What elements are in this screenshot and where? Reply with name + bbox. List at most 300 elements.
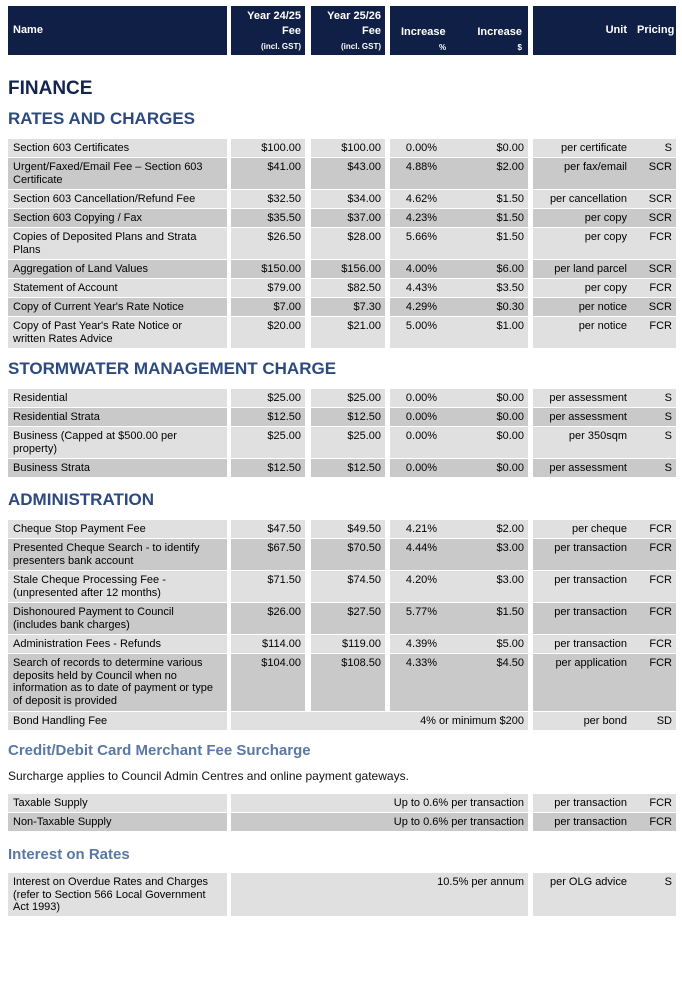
fee-2526: $70.50 — [347, 542, 381, 554]
unit: per land parcel — [554, 263, 627, 275]
fee-2526: $28.00 — [347, 231, 381, 243]
fee-name — [13, 193, 223, 206]
fee-2526-cell — [311, 459, 385, 477]
finance-title: FINANCE — [8, 78, 93, 99]
increase-percent-cell — [390, 190, 453, 208]
table-row — [0, 260, 682, 278]
pricing-code-cell — [631, 298, 676, 316]
increase-dollar-cell — [453, 459, 528, 477]
pricing-code: FCR — [649, 231, 672, 243]
increase-percent: 0.00% — [405, 462, 438, 474]
pricing-code-cell — [631, 603, 676, 634]
fee-2425-cell — [231, 427, 305, 458]
increase-percent-cell — [390, 260, 453, 278]
unit-cell — [533, 298, 631, 316]
unit-cell — [533, 209, 631, 227]
pricing-code: SCR — [648, 301, 672, 313]
increase-dollar-cell — [453, 571, 528, 602]
section-title-interest: Interest on Rates — [8, 846, 130, 863]
increase-percent-cell — [390, 408, 453, 426]
unit-cell — [533, 279, 631, 297]
increase-percent: 5.00% — [405, 320, 438, 332]
increase-percent: 4.20% — [405, 574, 438, 586]
header-fee2526-cell — [311, 6, 385, 55]
header-name: Name — [13, 24, 43, 36]
table-row — [0, 712, 682, 730]
fee-name-line: (includes bank charges) — [13, 618, 130, 631]
fee-name-line: Urgent/Faxed/Email Fee – Section 603 — [13, 161, 203, 173]
fee-name-line: Copy of Current Year's Rate Notice — [13, 301, 184, 313]
fee-name — [13, 816, 223, 829]
pricing-code-cell — [631, 654, 676, 711]
card-surcharge-note: Surcharge applies to Council Admin Centres and online payment gateways. — [8, 769, 409, 783]
fee-name-line: written Rates Advice — [13, 332, 113, 345]
fee-name — [13, 462, 223, 475]
table-row — [0, 279, 682, 297]
fee-2526: $27.50 — [347, 606, 381, 618]
fee-name — [13, 282, 223, 295]
increase-dollar-cell — [453, 158, 528, 189]
unit-cell — [533, 389, 631, 407]
unit-cell — [533, 317, 631, 348]
fee-description: Up to 0.6% per transaction — [393, 816, 524, 828]
increase-percent-cell — [390, 571, 453, 602]
fee-2425: $150.00 — [261, 263, 301, 275]
increase-dollar: $4.50 — [496, 657, 524, 669]
unit: per notice — [578, 301, 627, 313]
fee-2526: $108.50 — [341, 657, 381, 669]
fee-name — [13, 542, 223, 567]
fee-name — [13, 411, 223, 424]
unit-cell — [533, 794, 631, 812]
unit: per transaction — [554, 606, 627, 618]
increase-dollar: $1.50 — [496, 231, 524, 243]
fee-name-cell — [8, 389, 227, 407]
fee-name-cell — [8, 813, 227, 831]
fee-2526-cell — [311, 427, 385, 458]
pricing-code-cell — [631, 228, 676, 259]
increase-dollar: $0.00 — [496, 142, 524, 154]
table-row — [0, 427, 682, 458]
increase-dollar: $6.00 — [496, 263, 524, 275]
fee-name — [13, 574, 223, 599]
fee-2526: $25.00 — [347, 392, 381, 404]
header-fee2526-line1: Year 25/26 — [327, 10, 381, 22]
fee-2526: $43.00 — [347, 161, 381, 173]
fee-name-line: (unpresented after 12 months) — [13, 586, 161, 599]
fee-2425: $7.00 — [273, 301, 301, 313]
fee-2425: $79.00 — [267, 282, 301, 294]
fee-2526-cell — [311, 539, 385, 570]
fee-name-cell — [8, 873, 227, 916]
increase-dollar: $3.00 — [496, 542, 524, 554]
increase-dollar-cell — [453, 635, 528, 653]
unit: per cheque — [571, 523, 627, 535]
fee-name-line: Plans — [13, 243, 41, 256]
unit-cell — [533, 654, 631, 711]
table-row — [0, 298, 682, 316]
increase-percent-cell — [390, 539, 453, 570]
increase-percent-cell — [390, 603, 453, 634]
unit: per copy — [584, 282, 627, 294]
fee-name-line: Presented Cheque Search - to identify — [13, 542, 200, 554]
fee-name — [13, 430, 223, 455]
pricing-code: FCR — [649, 320, 672, 332]
fee-2526-cell — [311, 158, 385, 189]
fee-2526: $49.50 — [347, 523, 381, 535]
unit-cell — [533, 813, 631, 831]
increase-percent-cell — [390, 228, 453, 259]
fee-name — [13, 161, 223, 186]
increase-percent: 4.21% — [405, 523, 438, 535]
fee-name-line: Stale Cheque Processing Fee - — [13, 574, 166, 586]
increase-dollar-cell — [453, 539, 528, 570]
fee-name-line: Aggregation of Land Values — [13, 263, 148, 275]
increase-percent-cell — [390, 427, 453, 458]
fee-2425-cell — [231, 158, 305, 189]
fee-2425-cell — [231, 260, 305, 278]
fee-name-line: Section 603 Copying / Fax — [13, 212, 143, 224]
fee-name — [13, 797, 223, 810]
fee-name — [13, 212, 223, 225]
section-title-card: Credit/Debit Card Merchant Fee Surcharge — [8, 742, 311, 759]
table-row — [0, 158, 682, 189]
fee-name-cell — [8, 139, 227, 157]
fee-2526: $100.00 — [341, 142, 381, 154]
pricing-code: S — [664, 392, 672, 404]
table-row — [0, 459, 682, 477]
fee-name-line: information as to date of payment or type — [13, 682, 213, 694]
table-row — [0, 228, 682, 259]
unit-cell — [533, 158, 631, 189]
fee-2526-cell — [311, 228, 385, 259]
fee-name-cell — [8, 427, 227, 458]
fee-description: 10.5% per annum — [437, 876, 524, 888]
fee-name-line: of deposit is provided — [13, 694, 117, 707]
unit: per 350sqm — [568, 430, 627, 442]
pricing-code-cell — [631, 794, 676, 812]
fee-2425-cell — [231, 635, 305, 653]
fee-name — [13, 142, 223, 155]
fee-name-line: Business (Capped at $500.00 per — [13, 430, 177, 442]
table-row — [0, 317, 682, 348]
pricing-code-cell — [631, 571, 676, 602]
fee-name-cell — [8, 459, 227, 477]
increase-percent-cell — [390, 389, 453, 407]
increase-dollar: $0.00 — [496, 462, 524, 474]
pricing-code: FCR — [649, 638, 672, 650]
pricing-code: FCR — [649, 282, 672, 294]
increase-dollar-cell — [453, 139, 528, 157]
pricing-code-cell — [631, 260, 676, 278]
pricing-code: FCR — [649, 523, 672, 535]
fee-2526-cell — [311, 408, 385, 426]
unit-cell — [533, 260, 631, 278]
unit: per transaction — [554, 542, 627, 554]
pricing-code: FCR — [649, 816, 672, 828]
fee-2425: $71.50 — [267, 574, 301, 586]
fee-2526: $25.00 — [347, 430, 381, 442]
fee-2425-cell — [231, 459, 305, 477]
fee-name-line: Business Strata — [13, 462, 91, 474]
increase-percent: 4.00% — [405, 263, 438, 275]
fee-description-cell — [231, 712, 528, 730]
unit: per bond — [583, 715, 627, 727]
fee-name-line: property) — [13, 442, 58, 455]
fee-name — [13, 320, 223, 345]
fee-name-cell — [8, 279, 227, 297]
fee-description-cell — [231, 813, 528, 831]
pricing-code: S — [664, 462, 672, 474]
increase-dollar: $1.50 — [496, 212, 524, 224]
increase-percent: 0.00% — [405, 430, 438, 442]
pricing-code-cell — [631, 158, 676, 189]
increase-percent: 4.44% — [405, 542, 438, 554]
increase-dollar-cell — [453, 209, 528, 227]
table-row — [0, 408, 682, 426]
unit: per transaction — [554, 574, 627, 586]
pricing-code: FCR — [649, 542, 672, 554]
unit-cell — [533, 408, 631, 426]
fee-2425-cell — [231, 228, 305, 259]
unit: per transaction — [554, 638, 627, 650]
fee-2526-cell — [311, 260, 385, 278]
unit: per fax/email — [564, 161, 627, 173]
pricing-code-cell — [631, 539, 676, 570]
fee-name-line: Taxable Supply — [13, 797, 88, 809]
fee-2526: $119.00 — [342, 638, 381, 650]
fee-name — [13, 606, 223, 631]
pricing-code: SD — [656, 715, 672, 727]
fee-name-line: Section 603 Cancellation/Refund Fee — [13, 193, 196, 205]
pricing-code-cell — [631, 813, 676, 831]
unit-cell — [533, 539, 631, 570]
unit-cell — [533, 571, 631, 602]
unit-cell — [533, 190, 631, 208]
pricing-code: FCR — [649, 797, 672, 809]
pricing-code-cell — [631, 190, 676, 208]
fee-2526: $156.00 — [341, 263, 381, 275]
fee-2425: $25.00 — [267, 430, 301, 442]
pricing-code-cell — [631, 389, 676, 407]
fee-name-line: Section 603 Certificates — [13, 142, 130, 154]
pricing-code-cell — [631, 459, 676, 477]
fee-name-line: Copies of Deposited Plans and Strata — [13, 231, 197, 243]
increase-dollar: $0.00 — [496, 411, 524, 423]
fee-2526-cell — [311, 571, 385, 602]
fee-name-line: presenters bank account — [13, 554, 134, 567]
increase-percent-cell — [390, 209, 453, 227]
increase-percent: 4.88% — [405, 161, 438, 173]
header-fee2425-line2: Fee — [282, 25, 301, 37]
fee-name — [13, 263, 223, 276]
section-title-stormwater: STORMWATER MANAGEMENT CHARGE — [8, 359, 337, 378]
increase-dollar: $0.00 — [496, 430, 524, 442]
fee-2526: $7.30 — [353, 301, 381, 313]
fee-2425-cell — [231, 209, 305, 227]
unit: per copy — [584, 212, 627, 224]
increase-percent: 0.00% — [405, 392, 438, 404]
increase-percent-cell — [390, 158, 453, 189]
increase-dollar: $1.50 — [496, 193, 524, 205]
unit-cell — [533, 520, 631, 538]
fee-2425-cell — [231, 389, 305, 407]
header-fee2425-line3: (incl. GST) — [261, 42, 301, 51]
fee-2526: $34.00 — [347, 193, 381, 205]
fee-name-cell — [8, 539, 227, 570]
increase-dollar-cell — [453, 427, 528, 458]
fee-2526: $12.50 — [347, 411, 381, 423]
fee-2425: $41.00 — [267, 161, 301, 173]
fee-name-cell — [8, 520, 227, 538]
fee-name — [13, 231, 223, 256]
fee-2526: $74.50 — [347, 574, 381, 586]
fee-2425: $114.00 — [262, 638, 301, 650]
increase-percent: 4.62% — [405, 193, 438, 205]
fee-description-cell — [231, 794, 528, 812]
increase-dollar-cell — [453, 317, 528, 348]
pricing-code-cell — [631, 408, 676, 426]
header-increase-dollar-line1: Increase — [477, 26, 522, 38]
fee-2526-cell — [311, 654, 385, 711]
fee-2425-cell — [231, 654, 305, 711]
increase-percent: 4.33% — [405, 657, 438, 669]
fee-2526-cell — [311, 190, 385, 208]
pricing-code: S — [664, 411, 672, 423]
increase-percent-cell — [390, 459, 453, 477]
header-increase-cell — [390, 6, 528, 55]
fee-2425: $26.00 — [267, 606, 301, 618]
unit: per notice — [578, 320, 627, 332]
increase-percent: 4.39% — [405, 638, 438, 650]
increase-dollar-cell — [453, 520, 528, 538]
fee-2425-cell — [231, 279, 305, 297]
fee-name-line: Cheque Stop Payment Fee — [13, 523, 146, 535]
unit: per OLG advice — [549, 876, 627, 888]
fee-name-cell — [8, 603, 227, 634]
fee-2526: $21.00 — [347, 320, 381, 332]
fee-2425-cell — [231, 539, 305, 570]
fee-name-cell — [8, 654, 227, 711]
pricing-code-cell — [631, 209, 676, 227]
unit-cell — [533, 712, 631, 730]
header-increase-pct-line2: % — [439, 43, 447, 52]
unit-cell — [533, 427, 631, 458]
pricing-code: FCR — [649, 606, 672, 618]
unit: per transaction — [554, 797, 627, 809]
fee-name-cell — [8, 228, 227, 259]
table-row — [0, 571, 682, 602]
unit-cell — [533, 873, 631, 916]
fee-2425: $12.50 — [267, 411, 301, 423]
pricing-code: SCR — [648, 263, 672, 275]
unit: per assessment — [549, 392, 627, 404]
pricing-code: SCR — [648, 161, 672, 173]
fee-name-cell — [8, 635, 227, 653]
fee-2425: $12.50 — [267, 462, 301, 474]
fee-name-cell — [8, 260, 227, 278]
fee-name — [13, 638, 223, 651]
header-unit: Unit — [605, 24, 627, 36]
increase-dollar: $2.00 — [496, 161, 524, 173]
fee-2526-cell — [311, 279, 385, 297]
table-row — [0, 813, 682, 831]
fee-2425: $26.50 — [267, 231, 301, 243]
fee-2526: $37.00 — [347, 212, 381, 224]
table-row — [0, 520, 682, 538]
unit-cell — [533, 228, 631, 259]
fee-name — [13, 523, 223, 536]
fee-2526-cell — [311, 520, 385, 538]
fee-name-line: Dishonoured Payment to Council — [13, 606, 174, 618]
fee-2425: $104.00 — [261, 657, 301, 669]
fee-2425-cell — [231, 139, 305, 157]
pricing-code-cell — [631, 520, 676, 538]
fee-2425-cell — [231, 571, 305, 602]
fee-name-line: Residential Strata — [13, 411, 100, 423]
table-row — [0, 209, 682, 227]
increase-dollar-cell — [453, 654, 528, 711]
fee-name-line: (refer to Section 566 Local Government — [13, 888, 206, 901]
increase-percent-cell — [390, 317, 453, 348]
increase-dollar-cell — [453, 190, 528, 208]
fee-name-line: Administration Fees - Refunds — [13, 638, 161, 650]
increase-dollar-cell — [453, 228, 528, 259]
unit-cell — [533, 459, 631, 477]
fee-2425: $32.50 — [267, 193, 301, 205]
increase-dollar: $1.00 — [496, 320, 524, 332]
increase-percent: 5.77% — [405, 606, 438, 618]
fee-name-line: Copy of Past Year's Rate Notice or — [13, 320, 183, 332]
fee-name-line: Interest on Overdue Rates and Charges — [13, 876, 209, 888]
fee-name — [13, 392, 223, 405]
header-fee2425-cell — [231, 6, 305, 55]
fee-2526-cell — [311, 139, 385, 157]
increase-dollar: $3.00 — [496, 574, 524, 586]
pricing-code-cell — [631, 873, 676, 916]
increase-percent: 4.29% — [405, 301, 438, 313]
pricing-code: SCR — [648, 193, 672, 205]
fee-name — [13, 876, 223, 914]
unit-cell — [533, 603, 631, 634]
pricing-code: FCR — [649, 657, 672, 669]
increase-percent: 0.00% — [405, 142, 438, 154]
increase-percent: 0.00% — [405, 411, 438, 423]
unit: per transaction — [554, 816, 627, 828]
increase-dollar: $3.50 — [496, 282, 524, 294]
section-title-rates: RATES AND CHARGES — [8, 109, 196, 128]
pricing-code-cell — [631, 712, 676, 730]
increase-dollar-cell — [453, 260, 528, 278]
unit: per assessment — [549, 411, 627, 423]
table-row — [0, 794, 682, 812]
pricing-code-cell — [631, 139, 676, 157]
fee-name — [13, 301, 223, 314]
fee-2526-cell — [311, 298, 385, 316]
increase-percent-cell — [390, 654, 453, 711]
fee-2425: $20.00 — [267, 320, 301, 332]
increase-dollar: $1.50 — [496, 606, 524, 618]
fee-name-cell — [8, 298, 227, 316]
increase-dollar-cell — [453, 389, 528, 407]
increase-dollar: $5.00 — [496, 638, 524, 650]
increase-dollar: $0.30 — [496, 301, 524, 313]
fee-2425: $67.50 — [267, 542, 301, 554]
increase-percent-cell — [390, 520, 453, 538]
table-row — [0, 654, 682, 711]
fee-2526: $82.50 — [347, 282, 381, 294]
increase-dollar-cell — [453, 408, 528, 426]
